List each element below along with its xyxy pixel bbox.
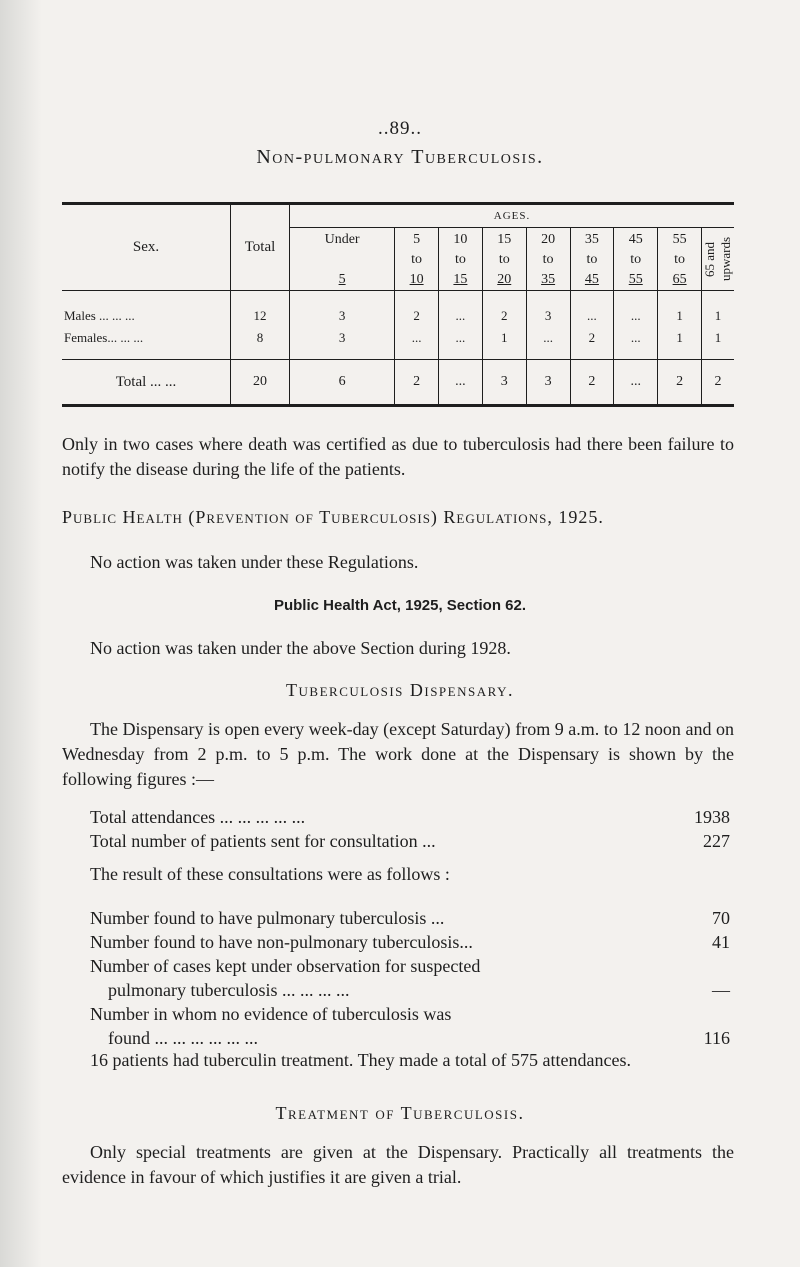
table-row-total: Total ... ... 20 6 2 ... 3 3 2 ... 2 2 [62, 360, 734, 406]
list-item: found ... ... ... ... ... ... 116 [108, 1028, 730, 1048]
tuberculin-text: 16 patients had tuberculin treatment. They made a total of 575 attendances. [90, 1050, 631, 1070]
list-item: Number in whom no evidence of tuberculosis was [90, 1004, 452, 1024]
age-col-under-5: Under 5 [290, 228, 395, 291]
age-col-20-35: 20 to 35 [526, 228, 570, 291]
certified-paragraph: Only in two cases where death was certified as due to tuberculosis had there been failure to notify the disease during the life of the patients. [62, 434, 734, 479]
age-col-5-10: 5 to 10 [395, 228, 439, 291]
age-col-35-45: 35 to 45 [570, 228, 614, 291]
age-col-65-upwards: 65 and upwards [702, 228, 735, 291]
age-col-15-20: 15 to 20 [482, 228, 526, 291]
table-row-females: Females... ... ... 8 3 ... ... 1 ... 2 ... 1 1 [62, 327, 734, 360]
act-text: No action was taken under the above Section during 1928. [90, 638, 511, 658]
consult-intro: The result of these consultations were as follows : [90, 864, 450, 884]
consult-results-list [90, 906, 730, 1050]
list-item: Number of cases kept under observation for suspected [90, 956, 481, 976]
page-margin-shadow [0, 0, 42, 1267]
attendance-list [90, 805, 730, 853]
age-col-45-55: 45 to 55 [614, 228, 658, 291]
page-number: ..89.. [378, 118, 422, 139]
header-total: Total [231, 204, 290, 291]
list-item: pulmonary tuberculosis ... ... ... ... — [108, 980, 730, 1000]
age-col-55-65: 55 to 65 [658, 228, 702, 291]
list-item: Number found to have non-pulmonary tuberculosis... 41 [90, 932, 730, 952]
age-col-10-15: 10 to 15 [439, 228, 483, 291]
dispensary-text: The Dispensary is open every week-day (except Saturday) from 9 a.m. to 12 noon and on Wednesday from 2 p.m. to 5 p.m. The work done at the Dispensary is shown by the following figures :— [62, 719, 734, 789]
header-sex: Sex. [132, 239, 160, 255]
treatment-title: Treatment of Tuberculosis. [275, 1103, 525, 1123]
age-table [62, 202, 734, 407]
list-item: Number found to have pulmonary tuberculosis ... 70 [90, 908, 730, 928]
list-item: Total attendances ... ... ... ... ... 1938 [90, 807, 730, 827]
regulations-title: Public Health (Prevention of Tuberculosis) Regulations, 1925. [62, 507, 604, 527]
treatment-text: Only special treatments are given at the Dispensary. Practically all treatments the evidence in favour of which justifies it are given a trial. [62, 1142, 734, 1187]
act-title: Public Health Act, 1925, Section 62. [273, 597, 527, 614]
regulations-text: No action was taken under these Regulations. [90, 552, 419, 572]
table-row-males: Males ... ... ... 12 3 2 ... 2 3 ... ... 1 1 [62, 291, 734, 328]
dispensary-title: Tuberculosis Dispensary. [286, 680, 514, 700]
page-title: Non-pulmonary Tuberculosis. [256, 146, 544, 168]
list-item: Total number of patients sent for consultation ... 227 [90, 831, 730, 851]
header-ages: AGES. [290, 204, 735, 228]
